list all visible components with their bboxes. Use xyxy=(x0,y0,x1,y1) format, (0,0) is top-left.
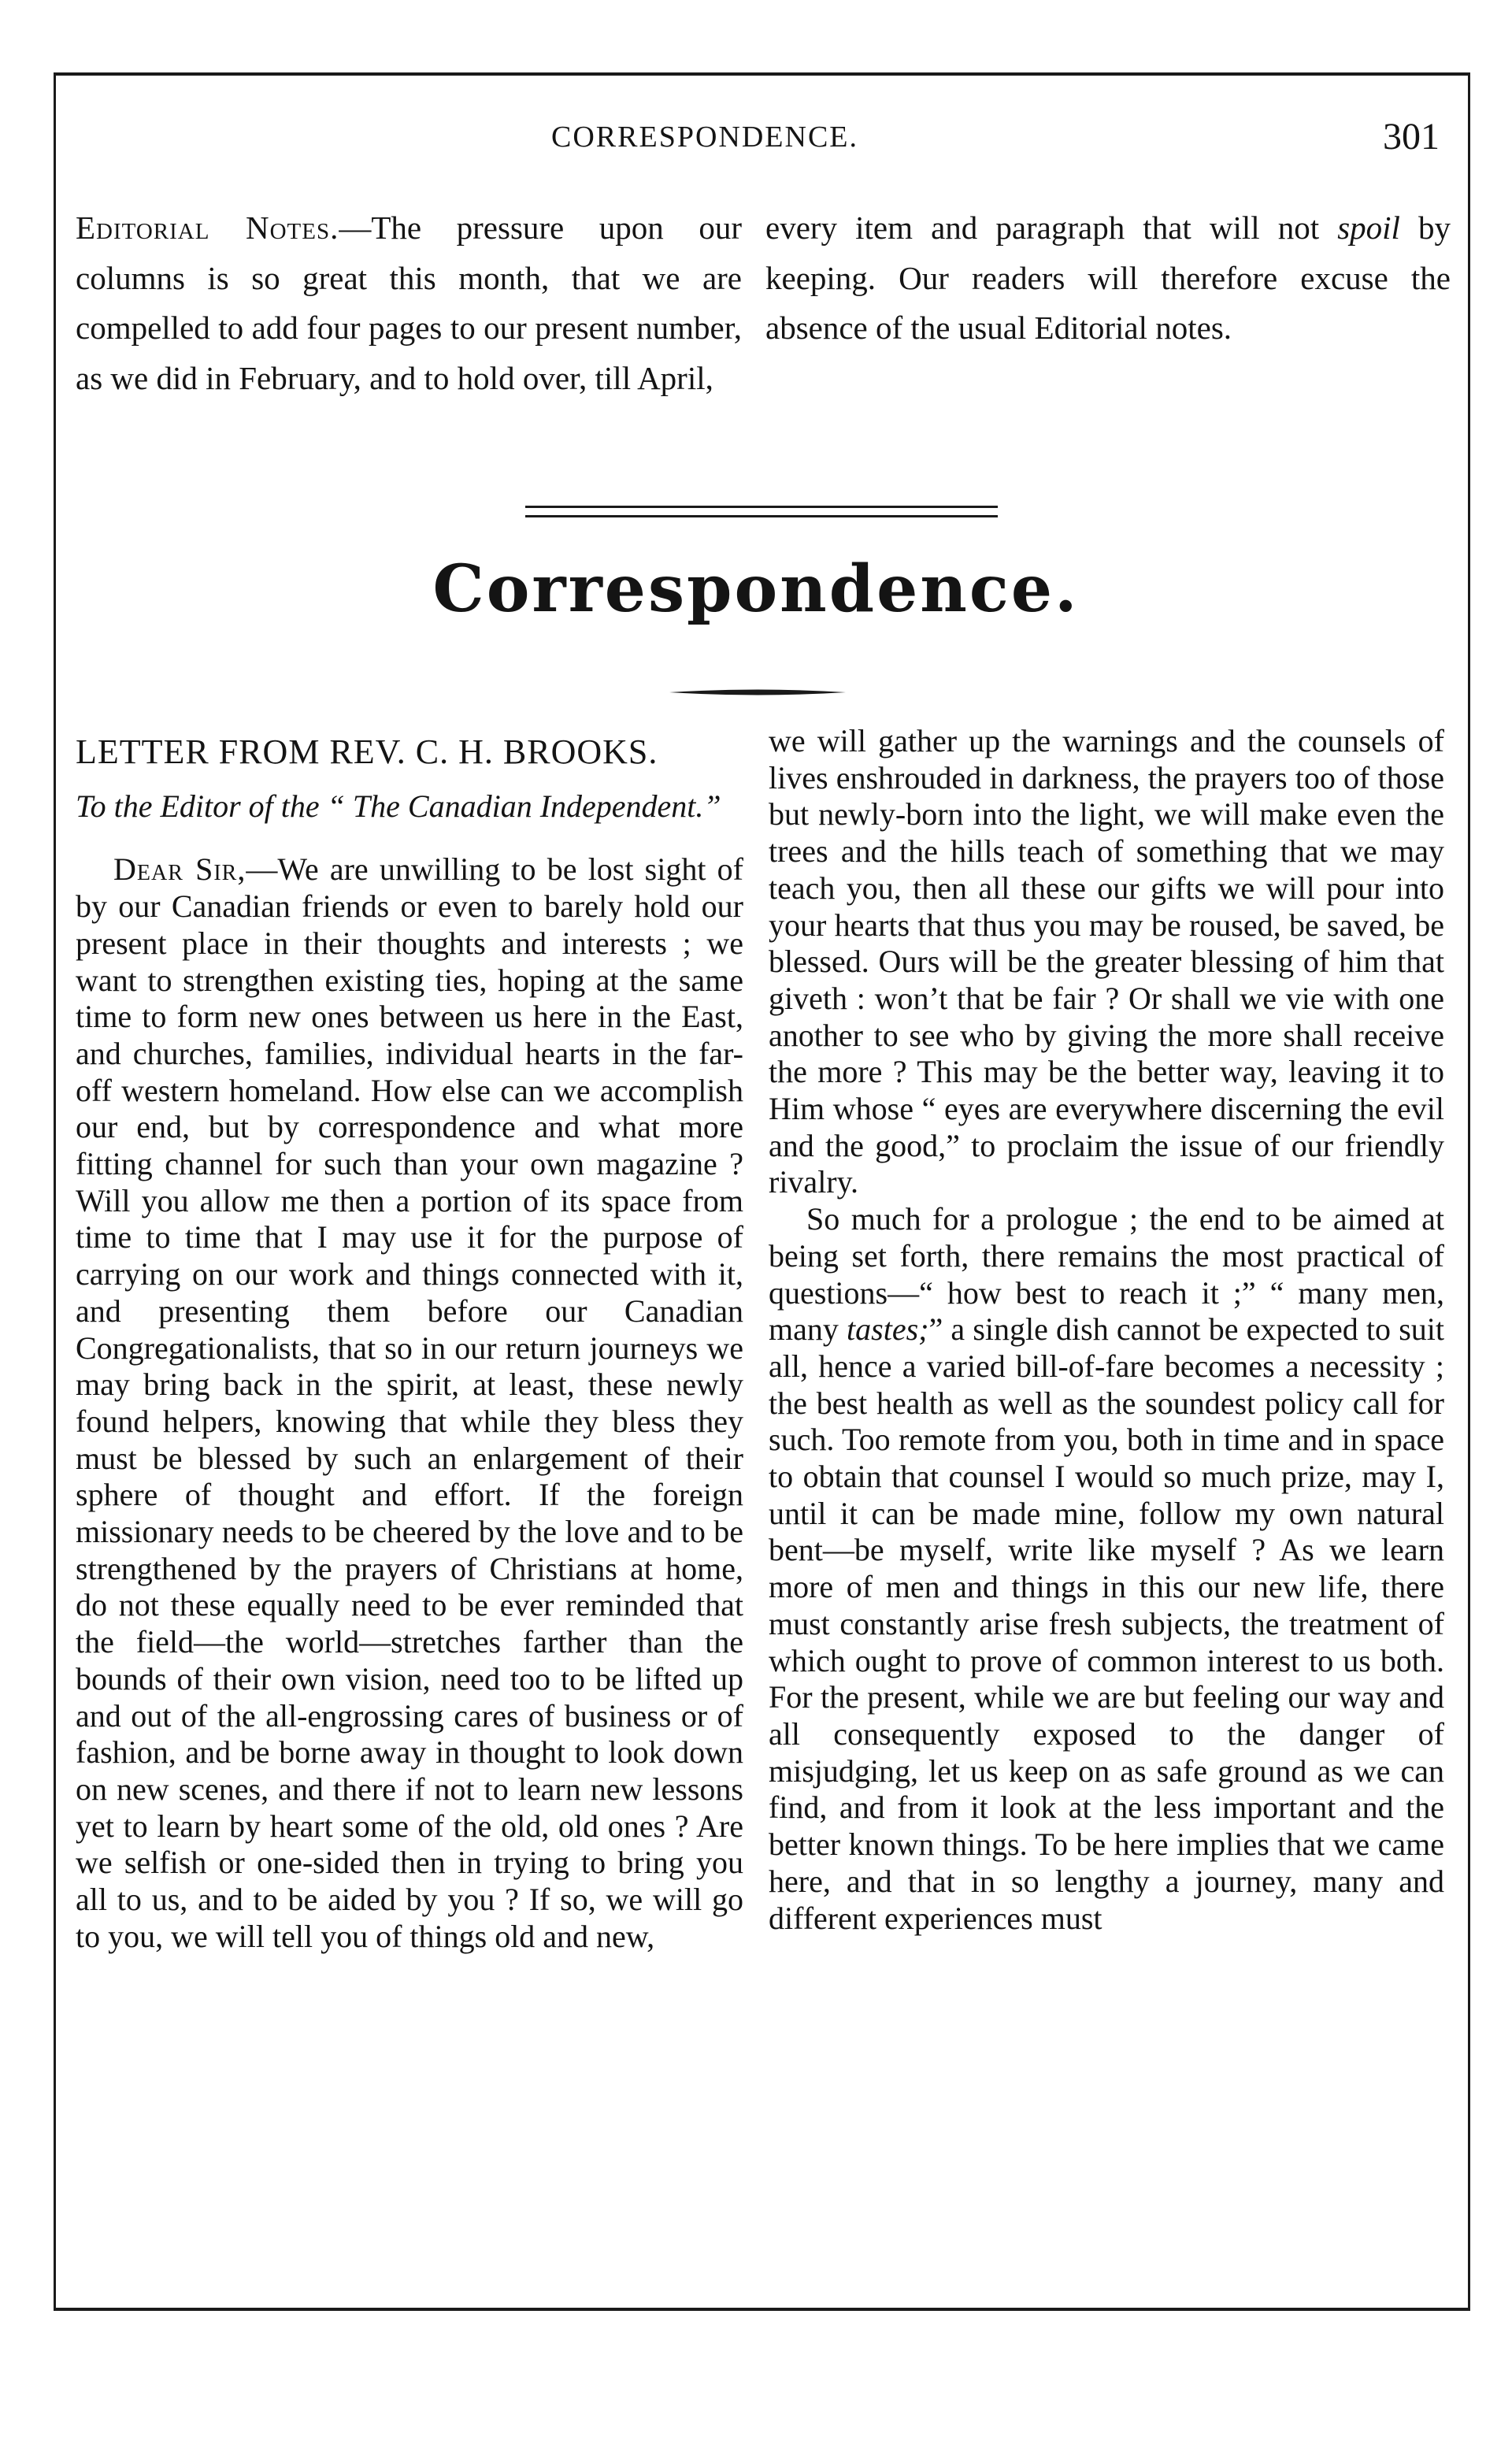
bottom-rule xyxy=(54,2308,1470,2311)
salutation: Dear Sir, xyxy=(113,851,246,888)
page-number: 301 xyxy=(1383,116,1440,158)
letter-paragraph-2-italic: tastes; xyxy=(847,1311,929,1348)
title-flourish xyxy=(669,688,846,696)
letter-paragraph-1-text: —We are unwilling to be lost sight of by our Canadian friends or even to barely hold our present place in their thoughts and interests ; we want to strengthen existing ties, hoping at the same time to form new ones between us here in the East, and churches, families, individual hearts in the far-off western homeland. How else can we accomplish our end, but by correspondence and what more fitting channel for such than your own magazine ? Will you allow me then a portion of its space from time to time that I may use it for the purpose of carrying on our work and things connected with it, and presenting them before our Canadian Congregationalists, that so in our return journeys we may bring back in the spirit, at least, these newly found helpers, knowing that while they bless they must be blessed by such an enlargement of their sphere of thought and effort. If the foreign missionary needs to be cheered by the love and to be strengthened by the prayers of Christians at home, do not these equally need to be ever reminded that the field—the world—stretches farther than the bounds of their own vision, need too to be lifted up and out of the all-engrossing cares of business or of fashion, and be borne away in thought to look down on new scenes, and there if not to learn new lessons yet to learn by heart some of the old, old ones ? Are we selfish or one-sided then in trying to bring you all to us, and to be aided by you ? If so, we will go to you, we will tell you of things old and new, xyxy=(76,851,743,1954)
letter-paragraph-2-text-end: ” a single dish cannot be expected to suit all, hence a varied bill-of-fare becomes a necessity ; the best health as well as the soundest policy call for such. Too remote from you, both in time and in space to obtain that counsel I would so much prize, may I, until it can be made mine, follow my own natural bent—be myself, write like myself ? As we learn more of men and things in this our new life, there must constantly arise fresh subjects, the treatment of which ought to prove of common interest to us both. For the present, while we are but feeling our way and all consequently exposed to the danger of misjudging, let us keep on as safe ground as we can find, and from it look at the less important and the better known things. To be here implies that we came here, and that in so lengthy a journey, many and different experiences must xyxy=(769,1311,1444,1936)
editorial-notes-right-text-end: by keeping. Our readers will therefore excuse the absence of the usual Editorial notes. xyxy=(765,210,1451,346)
running-head: CORRESPONDENCE. xyxy=(551,121,858,154)
letter-paragraph-2 xyxy=(769,1201,1444,1937)
letter-right-column xyxy=(769,723,1444,1937)
letter-paragraph-1-continued: we will gather up the warnings and the counsels of lives enshrouded in darkness, the prayers too of those but newly-born into the light, we will make even the trees and the hills teach of something that we may teach you, then all these our gifts we will pour into your hearts that thus you may be roused, be saved, be blessed. Ours will be the greater blessing of him that giveth : won’t that be fair ? Or shall we vie with one another to see who by giving the more shall receive the more ? This may be the better way, leaving it to Him whose “ eyes are everywhere discerning the evil and the good,” to proclaim the issue of our friendly rivalry. xyxy=(769,723,1444,1200)
letter-title: LETTER FROM REV. C. H. BROOKS. xyxy=(76,732,658,771)
editorial-notes-right-text: every item and paragraph that will not xyxy=(765,210,1338,246)
editorial-notes-left-text: —The pressure upon our columns is so great this month, that we are compelled to add four pages to our present number, as we did in February, and to hold over, till April, xyxy=(76,210,742,396)
editorial-notes-italic: spoil xyxy=(1337,210,1400,246)
editorial-notes-left xyxy=(76,203,742,403)
letter-paragraph-2-text: So much for a prologue ; the end to be aimed at being set forth, there remains the most practical of questions—“ how best to reach it ;” “ many men, many xyxy=(769,1201,1444,1348)
section-divider xyxy=(525,506,998,521)
letter-paragraph-1 xyxy=(76,851,743,1955)
editorial-notes-label: Editorial Notes. xyxy=(76,210,339,246)
letter-addressee: To the Editor of the “ The Canadian Independent.” xyxy=(76,788,721,824)
letter-left-column xyxy=(76,723,743,1956)
editorial-notes-right xyxy=(765,203,1451,354)
section-title: Correspondence. xyxy=(432,551,1080,627)
